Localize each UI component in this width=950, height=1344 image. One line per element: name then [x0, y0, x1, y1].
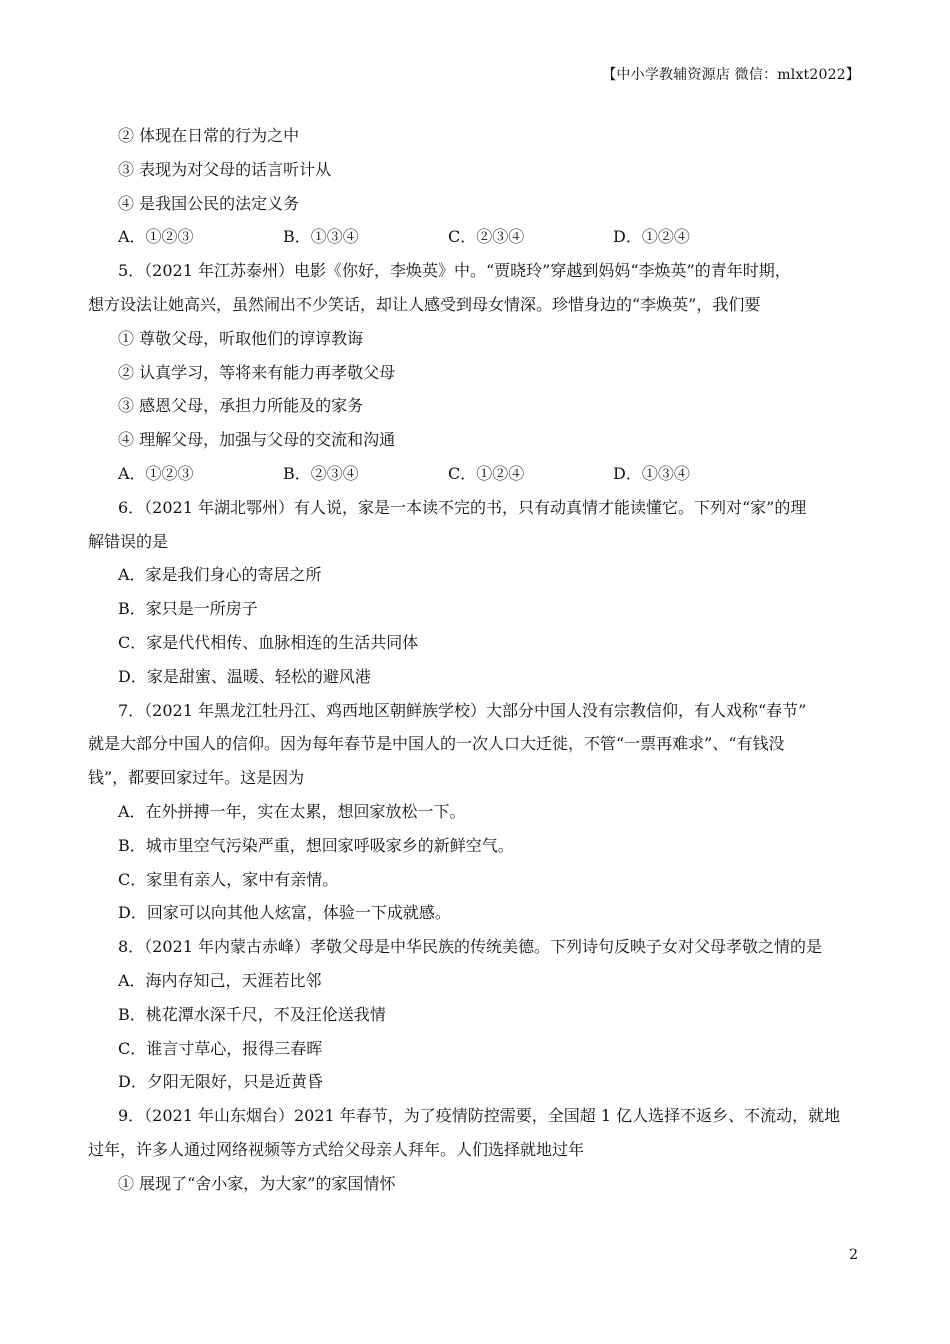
q5-item: ④ 理解父母，加强与父母的交流和沟通 [118, 430, 396, 450]
q7-stem-line: 7．（2021 年黑龙江牡丹江、鸡西地区朝鲜族学校）大部分中国人没有宗教信仰，有人戏称“春节” [118, 700, 807, 720]
q5-option-a: A．①②③ [118, 463, 194, 483]
q5-item: ① 尊敬父母，听取他们的谆谆教诲 [118, 328, 364, 348]
q4-item: ④ 是我国公民的法定义务 [118, 193, 300, 213]
page-number: 2 [849, 1247, 858, 1263]
q4-option-a: A．①②③ [118, 227, 194, 247]
q6-option-a: A．家是我们身心的寄居之所 [118, 565, 322, 585]
q7-option-c: C．家里有亲人，家中有亲情。 [118, 869, 339, 889]
q7-option-b: B．城市里空气污染严重，想回家呼吸家乡的新鲜空气。 [118, 835, 514, 855]
document-body [88, 119, 862, 1201]
q6-stem-line: 解错误的是 [88, 531, 169, 551]
q4-options [88, 220, 862, 254]
q6-option-d: D．家是甜蜜、温暖、轻松的避风港 [118, 666, 371, 686]
q5-option-d: D．①③④ [613, 463, 690, 483]
q7-stem-line: 钱”，都要回家过年。这是因为 [88, 768, 305, 788]
q6-stem-line: 6．（2021 年湖北鄂州）有人说，家是一本读不完的书，只有动真情才能读懂它。下列对“家”的理 [118, 497, 807, 517]
q9-item: ① 展现了“舍小家，为大家”的家国情怀 [118, 1173, 396, 1193]
q8-option-c: C．谁言寸草心，报得三春晖 [118, 1038, 323, 1058]
q5-option-b: B．②③④ [283, 463, 359, 483]
q4-option-c: C．②③④ [448, 227, 525, 247]
q8-stem-line: 8．（2021 年内蒙古赤峰）孝敬父母是中华民族的传统美德。下列诗句反映子女对父母孝敬之情的是 [118, 937, 822, 957]
q4-option-d: D．①②④ [613, 227, 690, 247]
q4-item: ② 体现在日常的行为之中 [118, 126, 300, 145]
q6-option-c: C．家是代代相传、血脉相连的生活共同体 [118, 632, 419, 652]
q5-options [88, 457, 862, 491]
q8-option-d: D．夕阳无限好，只是近黄昏 [118, 1072, 323, 1092]
q4-item: ③ 表现为对父母的话言听计从 [118, 159, 332, 179]
q5-option-c: C．①②④ [448, 463, 525, 483]
q5-stem-line: 5．（2021 年江苏泰州）电影《你好，李焕英》中。“贾晓玲”穿越到妈妈“李焕英”的青年时期， [118, 261, 791, 281]
q5-stem-line: 想方设法让她高兴，虽然闹出不少笑话，却让人感受到母女情深。珍惜身边的“李焕英”，我们要 [88, 294, 761, 314]
q6-option-b: B．家只是一所房子 [118, 599, 258, 619]
q5-item: ③ 感恩父母，承担力所能及的家务 [118, 396, 364, 416]
q7-stem-line: 就是大部分中国人的信仰。因为每年春节是中国人的一次人口大迁徙，不管“一票再难求”、“有钱没 [88, 734, 785, 754]
q8-option-a: A．海内存知己，天涯若比邻 [118, 970, 322, 990]
q4-option-b: B．①③④ [283, 227, 359, 247]
q9-stem-line: 过年，许多人通过网络视频等方式给父母亲人拜年。人们选择就地过年 [88, 1139, 585, 1159]
q5-item: ② 认真学习，等将来有能力再孝敬父母 [118, 362, 396, 382]
q8-option-b: B．桃花潭水深千尺，不及汪伦送我情 [118, 1004, 386, 1024]
q7-option-d: D．回家可以向其他人炫富，体验一下成就感。 [118, 903, 451, 923]
q9-stem-line: 9．（2021 年山东烟台）2021 年春节，为了疫情防控需要，全国超 1 亿人选择不返乡、不流动，就地 [118, 1106, 841, 1126]
page-header: 【中小学教辅资源店 微信：mlxt2022】 [602, 67, 860, 83]
q7-option-a: A．在外拼搏一年，实在太累，想回家放松一下。 [118, 801, 466, 821]
